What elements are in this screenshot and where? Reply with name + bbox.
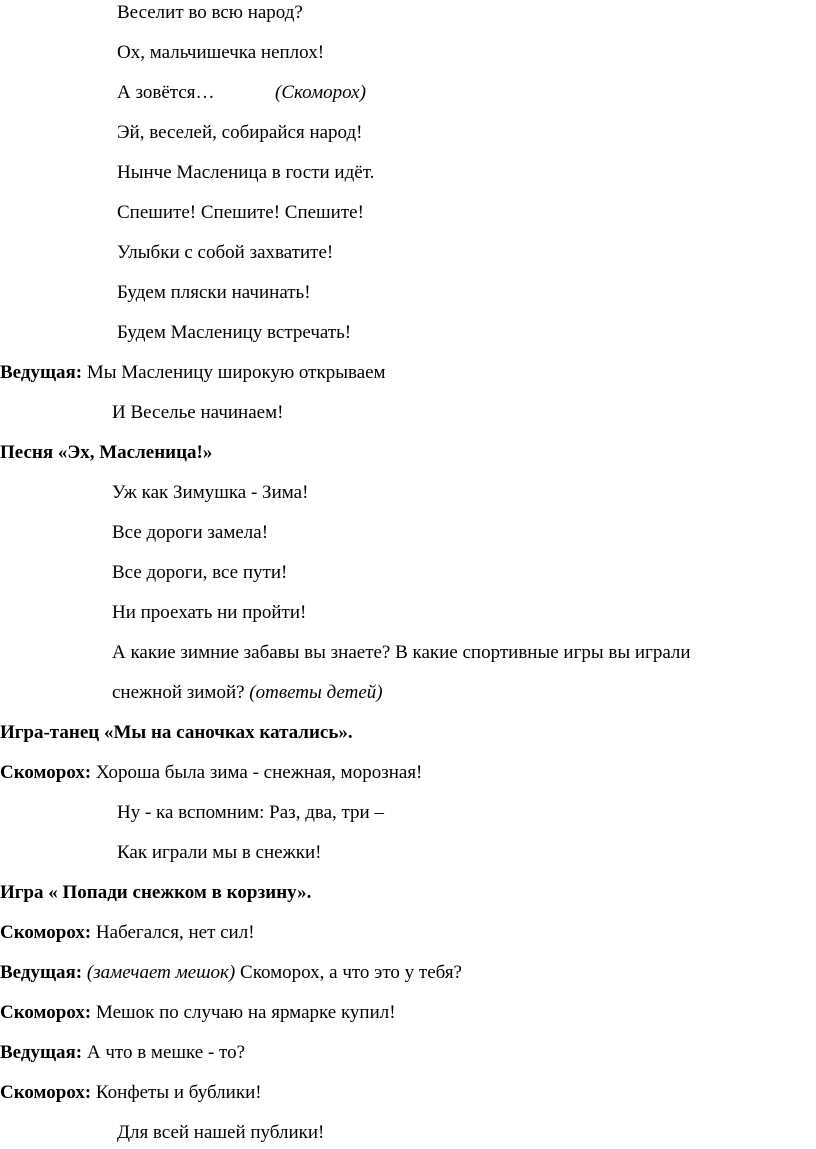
dialogue-line: [0, 1002, 396, 1024]
verse-line: [117, 1122, 324, 1144]
verse-line: [117, 2, 303, 24]
line-text: Мы Масленицу широкую открываем: [82, 362, 386, 383]
verse-line: [117, 842, 321, 864]
verse-line: [112, 562, 287, 584]
section-heading: [0, 722, 353, 744]
line-text: Скоморох, а что это у тебя?: [235, 962, 462, 983]
verse-line: [117, 322, 351, 344]
speaker-label: Скоморох:: [0, 762, 92, 783]
line-text: Для всей нашей публики!: [117, 1122, 325, 1143]
section-heading: [0, 442, 212, 464]
verse-line: [117, 162, 374, 184]
verse-line: [112, 402, 283, 424]
line-text: А зовётся…: [117, 82, 215, 103]
heading-text: Песня «Эх, Масленица!»: [0, 442, 213, 463]
line-text: И Веселье начинаем!: [112, 402, 284, 423]
stage-note: (Скоморох): [275, 82, 366, 103]
dialogue-line: [0, 1042, 245, 1064]
verse-line: [117, 122, 363, 144]
dialogue-line: [0, 762, 422, 784]
verse-line: [112, 602, 306, 624]
line-text: Конфеты и бублики!: [91, 1082, 262, 1103]
speaker-label: Ведущая:: [0, 362, 83, 383]
verse-line: [112, 682, 383, 704]
line-text: Ни проехать ни пройти!: [112, 602, 307, 623]
verse-line: [112, 482, 308, 504]
speaker-label: Скоморох:: [0, 1082, 92, 1103]
verse-line: [117, 242, 333, 264]
line-text: Уж как Зимушка - Зима!: [112, 482, 309, 503]
verse-line: [112, 642, 691, 664]
verse-line: [117, 282, 311, 304]
line-text: Как играли мы в снежки!: [117, 842, 322, 863]
line-text: Улыбки с собой захватите!: [117, 242, 334, 263]
line-text: Набегался, нет сил!: [91, 922, 255, 943]
line-text: А какие зимние забавы вы знаете? В какие спортивные игры вы играли: [112, 642, 691, 663]
speaker-label: Скоморох:: [0, 1002, 92, 1023]
stage-note: (замечает мешок): [82, 962, 236, 983]
line-text: Все дороги, все пути!: [112, 562, 288, 583]
verse-line: [117, 82, 366, 104]
verse-line: [117, 42, 324, 64]
heading-text: Игра-танец «Мы на саночках катались».: [0, 722, 353, 743]
line-text: снежной зимой?: [112, 682, 250, 703]
line-text: Ну - ка вспомним: Раз, два, три –: [117, 802, 384, 823]
line-text: Эй, веселей, собирайся народ!: [117, 122, 363, 143]
line-text: Мешок по случаю на ярмарке купил!: [91, 1002, 396, 1023]
stage-note: (ответы детей): [249, 682, 383, 703]
line-text: Будем пляски начинать!: [117, 282, 311, 303]
line-text: Нынче Масленица в гости идёт.: [117, 162, 375, 183]
heading-text: Игра « Попади снежком в корзину».: [0, 882, 312, 903]
section-heading: [0, 882, 311, 904]
verse-line: [117, 802, 384, 824]
dialogue-line: [0, 362, 386, 384]
dialogue-line: [0, 962, 462, 984]
line-text: Хороша была зима - снежная, морозная!: [91, 762, 423, 783]
speaker-label: Ведущая:: [0, 962, 83, 983]
dialogue-line: [0, 1082, 262, 1104]
speaker-label: Ведущая:: [0, 1042, 83, 1063]
line-text: Все дороги замела!: [112, 522, 269, 543]
verse-line: [112, 522, 268, 544]
dialogue-line: [0, 922, 255, 944]
line-text: Спешите! Спешите! Спешите!: [117, 202, 364, 223]
line-text: А что в мешке - то?: [82, 1042, 246, 1063]
speaker-label: Скоморох:: [0, 922, 92, 943]
line-text: Веселит во всю народ?: [117, 2, 303, 23]
line-text: Ох, мальчишечка неплох!: [117, 42, 325, 63]
verse-line: [117, 202, 364, 224]
line-text: Будем Масленицу встречать!: [117, 322, 352, 343]
